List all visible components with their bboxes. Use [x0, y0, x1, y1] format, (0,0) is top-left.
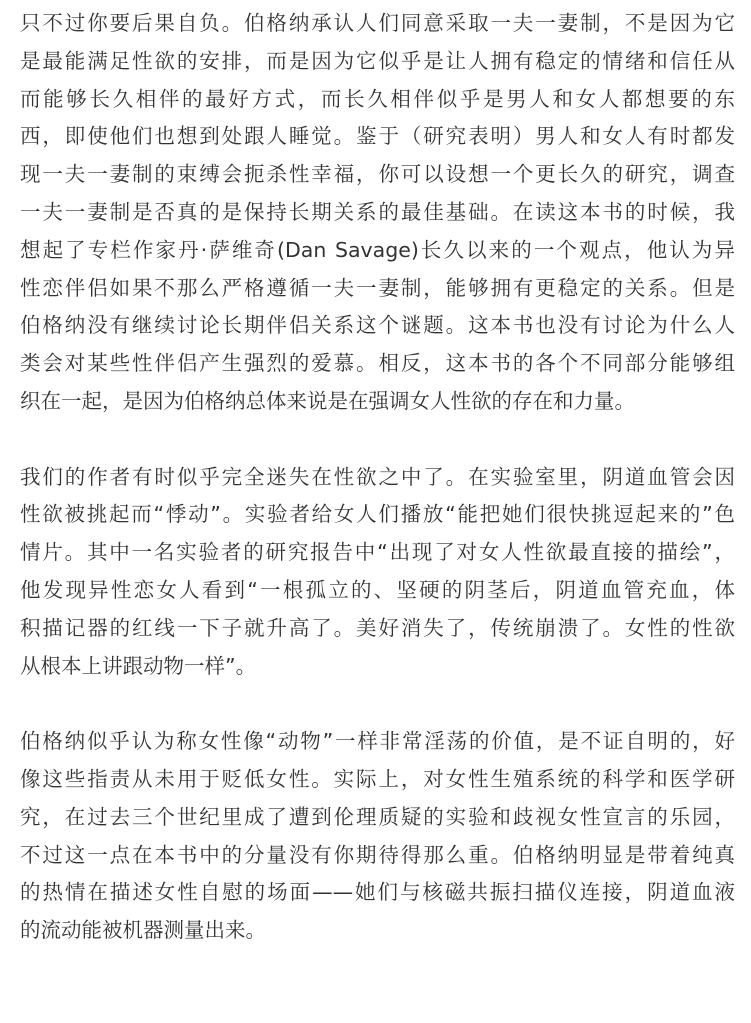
article-body — [20, 5, 735, 950]
text-line: 织在一起，是因为伯格纳总体来说是在强调女人性欲的存在和力量。 — [20, 388, 635, 413]
text-line: 想起了专栏作家丹·萨维奇(Dan Savage)长久以来的一个观点，他认为异 — [20, 237, 735, 262]
text-line: 而能够长久相伴的最好方式，而长久相伴似乎是男人和女人都想要的东 — [20, 86, 735, 111]
text-line: 是最能满足性欲的安排，而是因为它似乎是让人拥有稳定的情绪和信任从 — [20, 48, 735, 73]
text-line: 像这些指责从未用于贬低女性。实际上，对女性生殖系统的科学和医学研 — [20, 766, 735, 791]
text-line: 性恋伴侣如果不那么严格遵循一夫一妻制，能够拥有更稳定的关系。但是 — [20, 275, 735, 300]
text-line: 的热情在描述女性自慰的场面——她们与核磁共振扫描仪连接，阴道血液 — [20, 880, 735, 905]
text-line: 他发现异性恋女人看到“一根孤立的、坚硬的阴茎后，阴道血管充血，体 — [20, 577, 735, 602]
text-line: 一夫一妻制是否真的是保持长期关系的最佳基础。在读这本书的时候，我 — [20, 199, 735, 224]
text-line: 从根本上讲跟动物一样”。 — [20, 653, 257, 678]
text-line: 不过这一点在本书中的分量没有你期待得那么重。伯格纳明显是带着纯真 — [20, 842, 735, 867]
text-line: 积描记器的红线一下子就升高了。美好消失了，传统崩溃了。女性的性欲 — [20, 615, 735, 640]
text-line: 的流动能被机器测量出来。 — [20, 918, 266, 943]
text-line: 只不过你要后果自负。伯格纳承认人们同意采取一夫一妻制，不是因为它 — [20, 11, 735, 35]
text-line: 性欲被挑起而“悸动”。实验者给女人们播放“能把她们很快挑逗起来的”色 — [20, 502, 735, 527]
text-line: 究，在过去三个世纪里成了遭到伦理质疑的实验和歧视女性宣言的乐园， — [20, 804, 735, 829]
text-line: 西，即使他们也想到处跟人睡觉。鉴于（研究表明）男人和女人有时都发 — [20, 124, 735, 149]
paragraph-1 — [20, 5, 735, 421]
paragraph-2 — [20, 459, 735, 686]
text-line: 伯格纳没有继续讨论长期伴侣关系这个谜题。这本书也没有讨论为什么人 — [20, 313, 735, 338]
paragraph-3 — [20, 723, 735, 950]
text-line: 伯格纳似乎认为称女性像“动物”一样非常淫荡的价值，是不证自明的，好 — [20, 729, 735, 754]
text-line: 情片。其中一名实验者的研究报告中“出现了对女人性欲最直接的描绘”， — [20, 540, 735, 565]
text-line: 现一夫一妻制的束缚会扼杀性幸福，你可以设想一个更长久的研究，调查 — [20, 162, 735, 187]
text-line: 类会对某些性伴侣产生强烈的爱慕。相反，这本书的各个不同部分能够组 — [20, 351, 735, 376]
text-line: 我们的作者有时似乎完全迷失在性欲之中了。在实验室里，阴道血管会因 — [20, 464, 735, 489]
